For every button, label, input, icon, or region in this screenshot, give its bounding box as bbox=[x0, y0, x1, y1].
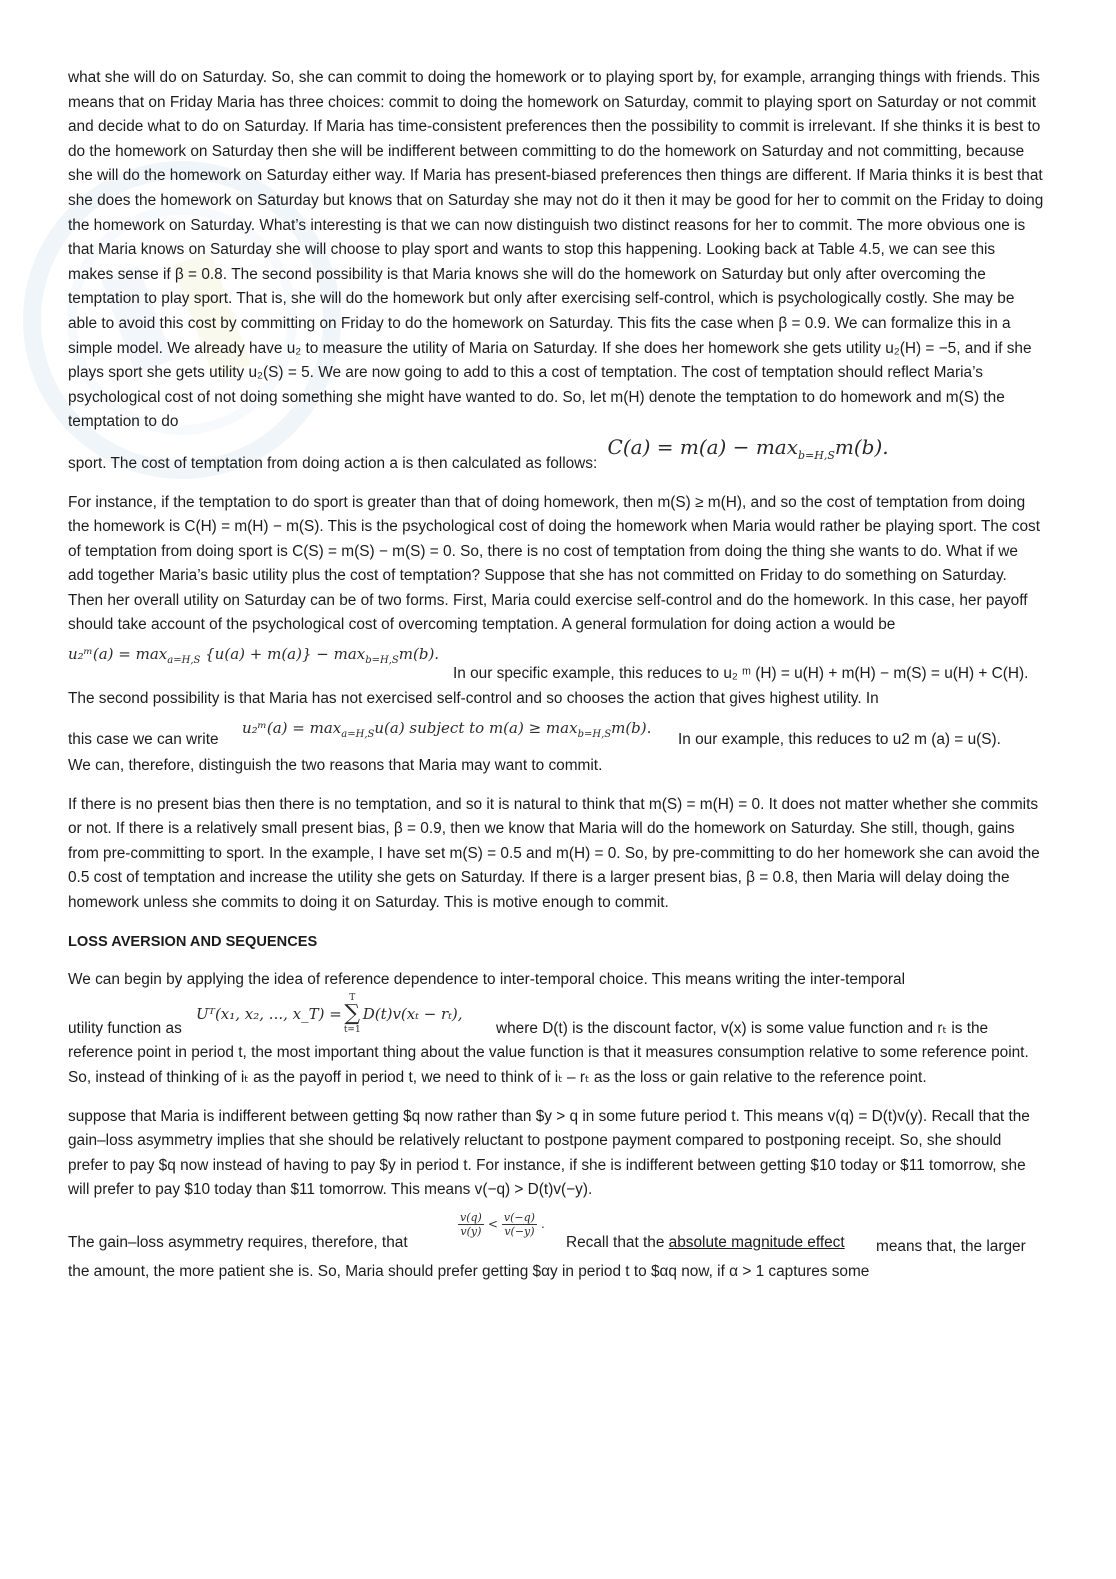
paragraph-reference-dependence bbox=[68, 968, 1044, 993]
two-reasons-text: We can, therefore, distinguish the two reasons that Maria may want to commit. bbox=[68, 757, 603, 775]
no-self-control-post-text: In our example, this reduces to u2 m (a) = u(S). bbox=[678, 731, 1001, 749]
asymmetry-line bbox=[68, 1211, 1044, 1255]
absolute-magnitude-intro: Recall that the absolute magnitude effect bbox=[566, 1233, 845, 1251]
utility-function-line bbox=[68, 993, 1044, 1041]
document-page bbox=[68, 66, 1044, 1298]
intertemporal-utility-equation: Uᵀ(x₁, x₂, ..., x_T) = T ∑ t=1 D(t)v(xₜ − rₜ), bbox=[196, 992, 463, 1035]
self-control-equation-block bbox=[68, 638, 1044, 707]
self-control-after-text: In our specific example, this reduces to u₂ ᵐ (H) = u(H) + m(H) − m(S) = u(H) + C(H). The second possibility is that Maria has not exercised self-control and so chooses the action that gives highest utility. In bbox=[68, 665, 1029, 707]
paragraph-commitment-text: what she will do on Saturday. So, she can commit to doing the homework or to playing sport by, for example, arranging things with friends. This means that on Friday Maria has three choices: commit to doing the homework on Saturday, commit to playing sport on Saturday or not commit and decide what to do on Saturday. If Maria has time-consistent preferences then the possibility to commit is irrelevant. If she thinks it is best to do the homework on Saturday then she will be indifferent between committing to do the homework on Saturday and not committing, because she will do the homework on Saturday either way. If Maria has present-biased preferences then things are different. If Maria thinks it is best that she does the homework on Saturday but knows that on Saturday she may not do it then it may be good for her to commit on the Friday to doing the homework on Saturday. What’s interesting is that we can now distinguish two distinct reasons for her to commit. The more obvious one is that Maria knows on Saturday she will choose to play sport and wants to stop this happening. Looking back at Table 4.5, we can see this makes sense if β = 0.8. The second possibility is that Maria knows she will do the homework on Saturday but only after overcoming the temptation to play sport. That is, she will do the homework but only after exercising self-control, which is psychologically costly. She may be able to avoid this cost by committing on Friday to do the homework on Saturday. This fits the case when β = 0.9. We can formalize this in a simple model. We already have u₂ to measure the utility of Maria on Saturday. If she does her homework she gets utility u₂(H) = −5, and if she plays sport she gets utility u₂(S) = 5. We are now going to add to this a cost of temptation. The cost of temptation should reflect Maria’s psychological cost of not doing something she might have wanted to do. So, let m(H) denote the temptation to do homework and m(S) the temptation to do bbox=[68, 69, 1044, 431]
cost-of-temptation-equation: $C(a) = m(a) - \max_{b=H,S}m(b)$. bbox=[607, 434, 889, 462]
cost-definition-text: sport. The cost of temptation from doing action a is then calculated as follows: bbox=[68, 454, 598, 472]
section-heading: LOSS AVERSION AND SEQUENCES bbox=[68, 933, 318, 950]
paragraph-present-bias bbox=[68, 793, 1044, 916]
asymmetry-pre-text: The gain–loss asymmetry requires, therefore, that bbox=[68, 1233, 408, 1251]
absolute-magnitude-text: means that, the larger the amount, the more patient she is. So, Maria should prefer getting $αy in period t to $αq now, if α > 1 captures some bbox=[68, 1237, 1026, 1280]
paragraph-gain-loss bbox=[68, 1105, 1044, 1203]
paragraph-temptation-example bbox=[68, 491, 1044, 639]
utility-function-pre-text: utility function as bbox=[68, 1019, 182, 1037]
absolute-magnitude-link[interactable]: absolute magnitude effect bbox=[668, 1233, 845, 1251]
reference-point-text: where D(t) is the discount factor, v(x) is some value function and rₜ is the reference point in period t, the most important thing about the value function is that it measures consumption relative to some reference point. So, instead of thinking of iₜ as the payoff in period t, we need to think of iₜ – rₜ as the loss or gain relative to the reference point. bbox=[68, 1019, 1029, 1086]
gain-loss-text: suppose that Maria is indifferent between getting $q now rather than $y > q in some future period t. This means v(q) = D(t)v(y). Recall that the gain–loss asymmetry implies that she should be relatively reluctant to postpone payment compared to postponing receipt. So, she should prefer to pay $q now instead of having to pay $y in period t. For instance, if she is indifferent between getting $10 today or $11 tomorrow, she will prefer to pay $10 today than $11 tomorrow. This means v(−q) > D(t)v(−y). bbox=[68, 1107, 1030, 1199]
no-self-control-pre-text: this case we can write bbox=[68, 731, 219, 749]
present-bias-text: If there is no present bias then there is no temptation, and so it is natural to think that m(S) = m(H) = 0. It does not matter whether she commits or not. If there is a relatively small present bias, β = 0.9, then we know that Maria will do the homework on Saturday. She still, though, gains from pre-committing to sport. In the example, I have set m(S) = 0.5 and m(H) = 0. So, by pre-committing to do her homework she can avoid the 0.5 cost of temptation and increase the utility she gets on Saturday. If there is a larger present bias, β = 0.8, then Maria will delay doing the homework unless she commits to doing it on Saturday. This is motive enough to commit. bbox=[68, 795, 1040, 912]
no-self-control-line bbox=[68, 716, 1044, 762]
paragraph-cost-definition bbox=[68, 434, 1044, 477]
asymmetry-inequality: $\frac{v(q)}{v(y)}$ < $\frac{v(-q)}{v(-y)}$ . bbox=[460, 1210, 545, 1238]
self-control-utility-equation: u₂ᵐ(a) = $\max_{a=H,S} \{u(a) + m(a)\} - \max_{b=H,S}m(b)$. bbox=[68, 645, 440, 667]
reference-dependence-text: We can begin by applying the idea of reference dependence to inter-temporal choice. This means writing the inter-temporal bbox=[68, 971, 905, 989]
no-self-control-utility-equation: u₂ᵐ(a) = $\max_{a=H,S}u(a)$ subject to $m(a) \ge \max_{b=H,S}m(b)$. bbox=[242, 719, 652, 741]
temptation-example-text: For instance, if the temptation to do sport is greater than that of doing homework, then m(S) ≥ m(H), and so the cost of temptation from doing the homework is C(H) = m(H) − m(S). This is the psychological cost of doing the homework when Maria would rather be playing sport. The cost of temptation from doing sport is C(S) = m(S) − m(S) = 0. So, there is no cost of temptation from doing the thing she wants to do. What if we add together Maria’s basic utility plus the cost of temptation? Suppose that she has not committed on Friday to do something on Saturday. Then her overall utility on Saturday can be of two forms. First, Maria could exercise self-control and do the homework. In this case, her payoff should take account of the psychological cost of overcoming temptation. A general formulation for doing action a would be bbox=[68, 493, 1041, 634]
paragraph-commitment bbox=[68, 66, 1044, 435]
